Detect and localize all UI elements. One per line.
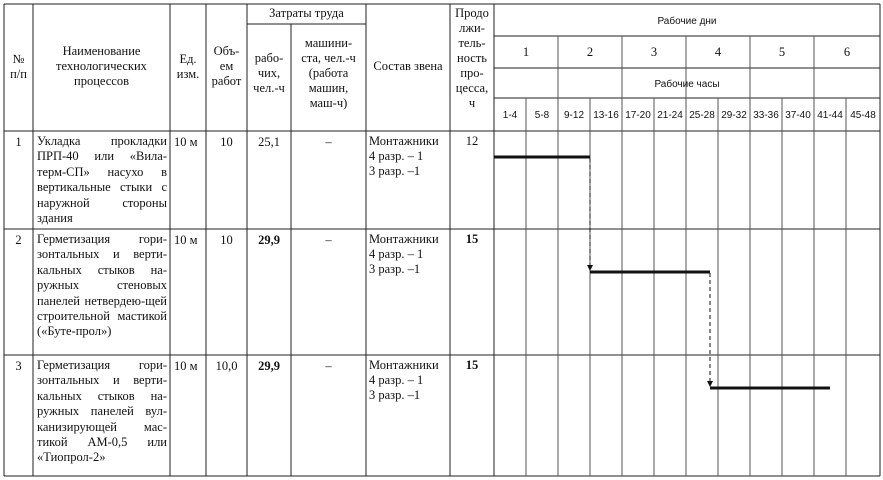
row-volume: 10 — [220, 135, 233, 149]
day-label: 2 — [586, 45, 594, 59]
day-label: 1 — [522, 45, 530, 59]
header-labor-costs: Затраты труда — [269, 6, 344, 20]
header-unit: Ед. изм. — [176, 52, 200, 81]
row-duration: 12 — [465, 134, 479, 148]
row-number: 3 — [15, 359, 22, 373]
process-description: Герметизация гори-зонтальных и верти-кальных стыков на-ружных стеновых панелей нетвердею-щей строительной мастикой («Буте-прол») — [37, 232, 167, 339]
row-labor-workers: 29,9 — [258, 359, 280, 373]
row-volume: 10 — [220, 233, 233, 247]
header-duration: Продо лжи- тель- ность про- цесса, ч — [455, 6, 489, 110]
process-description: Герметизация гори-зонтальных и верти-кальных стыков на-ружных панелей вул-канизирующей мас-тикой АМ-0,5 или «Тиопрол-2» — [37, 358, 167, 465]
hour-label: 21-24 — [657, 110, 683, 121]
hour-label: 17-20 — [625, 110, 651, 121]
row-unit: 10 м — [174, 135, 198, 149]
row-crew: Монтажники 4 разр. – 1 3 разр. –1 — [369, 358, 439, 402]
row-unit: 10 м — [174, 233, 198, 247]
hour-label: 33-36 — [753, 110, 779, 121]
day-label: 4 — [714, 45, 722, 59]
row-labor-workers: 25,1 — [258, 135, 280, 149]
hour-label: 13-16 — [593, 110, 619, 121]
hour-label: 1-4 — [502, 110, 518, 121]
day-label: 5 — [778, 45, 786, 59]
day-label: 3 — [650, 45, 658, 59]
header-working-hours: Рабочие часы — [654, 79, 720, 90]
row-labor-workers: 29,9 — [258, 233, 280, 247]
header-number: № п/п — [10, 52, 27, 81]
hour-label: 45-48 — [850, 110, 876, 121]
header-labor-machinists: машини- ста, чел.-ч (работа машин, маш-ч) — [301, 36, 356, 110]
row-number: 1 — [15, 135, 22, 149]
header-crew: Состав звена — [373, 59, 443, 73]
row-labor-machinists: – — [325, 359, 332, 373]
row-number: 2 — [15, 233, 22, 247]
row-labor-machinists: – — [325, 233, 332, 247]
header-labor-workers: рабо- чих, чел.-ч — [253, 51, 285, 95]
row-duration: 15 — [465, 358, 479, 372]
process-description: Укладка прокладки ПРП-40 или «Вила-терм-СП» насухо в вертикальные стыки с наружной стороны здания — [37, 134, 167, 226]
day-label: 6 — [843, 45, 851, 59]
hour-label: 5-8 — [534, 110, 550, 121]
row-duration: 15 — [465, 232, 479, 246]
hour-label: 25-28 — [689, 110, 715, 121]
row-labor-machinists: – — [325, 135, 332, 149]
row-crew: Монтажники 4 разр. – 1 3 разр. –1 — [369, 134, 439, 178]
row-unit: 10 м — [174, 359, 198, 373]
header-working-days: Рабочие дни — [657, 16, 717, 27]
row-volume: 10,0 — [215, 359, 238, 373]
hour-label: 29-32 — [721, 110, 747, 121]
hour-label: 37-40 — [785, 110, 811, 121]
row-crew: Монтажники 4 разр. – 1 3 разр. –1 — [369, 232, 439, 276]
hour-label: 9-12 — [563, 110, 584, 121]
header-volume: Объ- ем работ — [211, 44, 242, 88]
header-process-name: Наименование технологических процессов — [56, 44, 147, 88]
hour-label: 41-44 — [817, 110, 843, 121]
